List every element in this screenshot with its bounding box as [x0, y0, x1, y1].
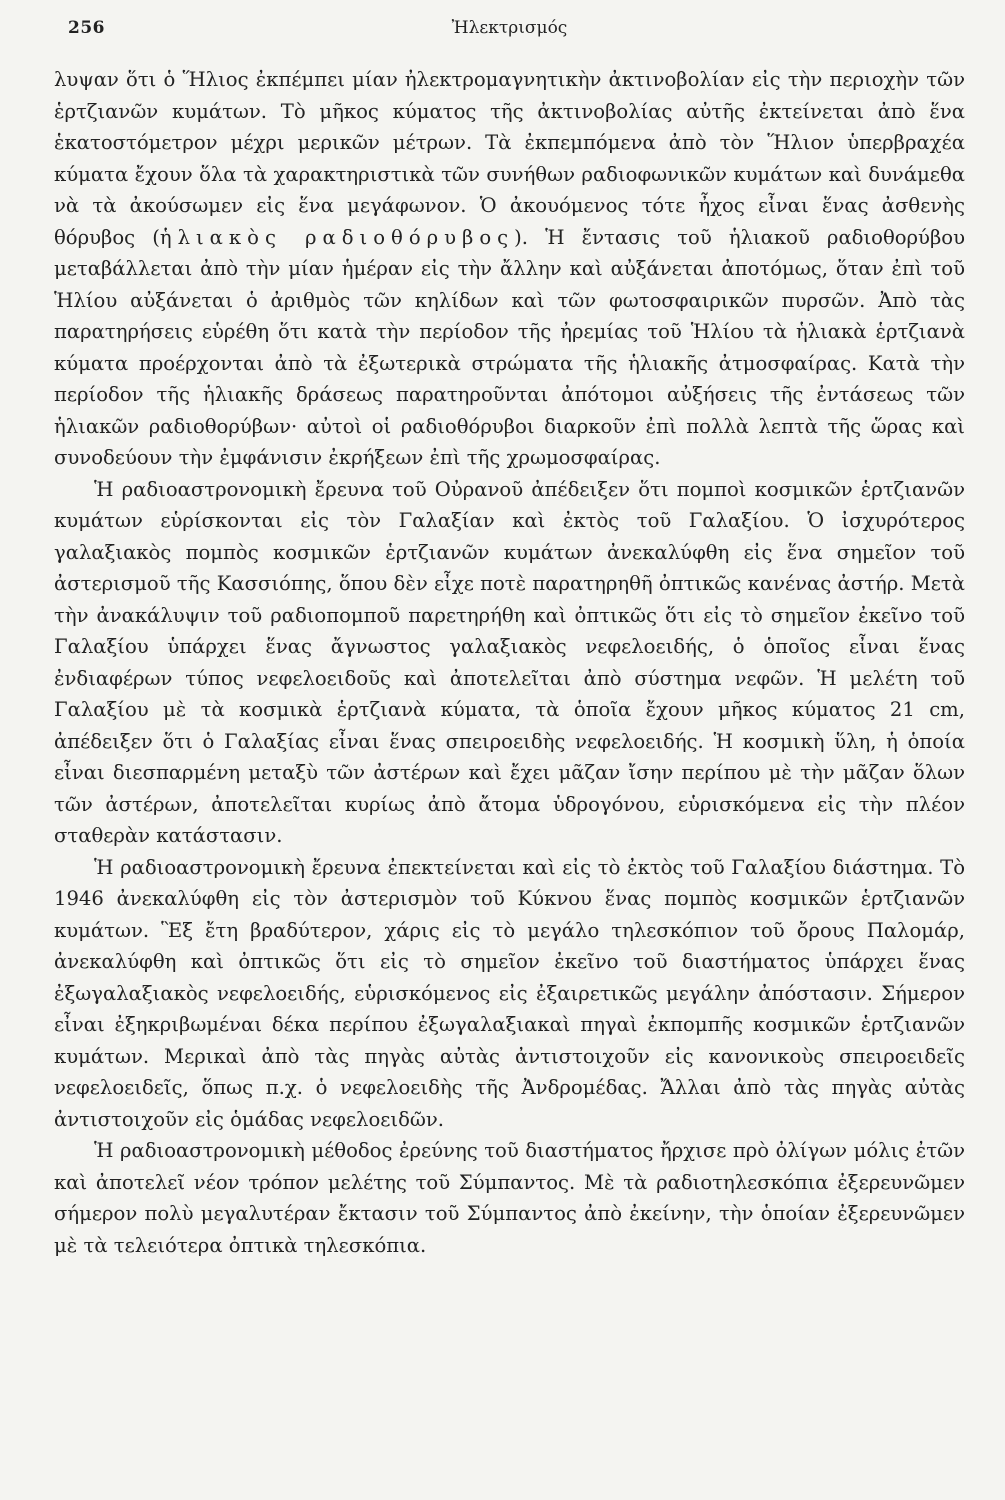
page-number: 256 — [68, 18, 105, 38]
paragraph-solar-radio-noise — [54, 64, 965, 474]
page-header — [54, 14, 965, 54]
paragraph-extragalactic-sources — [54, 852, 965, 1136]
text-segment: Ἡ ραδιοαστρονομικὴ ἔρευνα τοῦ Οὐρανοῦ ἀπέδειξεν ὅτι πομποὶ κοσμικῶν ἑρτζιανῶν κυμάτων εὑρίσκονται εἰς τὸν Γαλαξίαν καὶ ἐκτὸς τοῦ Γαλαξίου. Ὁ ἰσχυρότερος γαλαξιακὸς πομπὸς κοσμικῶν ἑρτζιανῶν κυμάτων ἀνεκαλύφθη εἰς ἕνα σημεῖον τοῦ ἀστερισμοῦ τῆς Κασσιόπης, ὅπου δὲν εἶχε ποτὲ παρατηρηθῆ ὀπτικῶς κανένας ἀστήρ. Μετὰ τὴν ἀνακάλυψιν τοῦ ραδιοπομποῦ παρετηρήθη καὶ ὀπτικῶς ὅτι εἰς τὸ σημεῖον ἐκεῖνο τοῦ Γαλαξίου ὑπάρχει ἕνας ἄγνωστος γαλαξιακὸς νεφελοειδής, ὁ ὁποῖος εἶναι ἕνας ἐνδιαφέρων τύπος νεφελοειδοῦς καὶ ἀποτελεῖται ἀπὸ σύστημα νεφῶν. Ἡ μελέτη τοῦ Γαλαξίου μὲ τὰ κοσμικὰ ἑρτζιανὰ κύματα, τὰ ὁποῖα ἔχουν μῆκος κύματος 21 cm, ἀπέδειξεν ὅτι ὁ Γαλαξίας εἶναι ἕνας σπειροειδὴς νεφελοειδής. Ἡ κοσμικὴ ὕλη, ἡ ὁποία εἶναι διεσπαρμένη μεταξὺ τῶν ἀστέρων καὶ ἔχει μᾶζαν ἴσην περίπου μὲ τὴν μᾶζαν ὅλων τῶν ἀστέρων, ἀποτελεῖται κυρίως ἀπὸ ἄτομα ὑδρογόνου, εὑρισκόμενα εἰς τὴν πλέον σταθερὰν κατάστασιν. — [54, 477, 965, 847]
text-segment: ). Ἡ ἔντασις τοῦ ἡλιακοῦ ραδιοθορύβου μεταβάλλεται ἀπὸ τὴν μίαν ἡμέραν εἰς τὴν ἄλλην καὶ αὐξάνεται ἀποτόμως, ὅταν ἐπὶ τοῦ Ἡλίου αὐξάνεται ὁ ἀριθμὸς τῶν κηλίδων καὶ τῶν φωτοσφαιρικῶν πυρσῶν. Ἀπὸ τὰς παρατηρήσεις εὑρέθη ὅτι κατὰ τὴν περίοδον τῆς ἠρεμίας τοῦ Ἡλίου τὰ ἡλιακὰ ἑρτζιανὰ κύματα προέρχονται ἀπὸ τὰ ἐξωτερικὰ στρώματα τῆς ἡλιακῆς ἀτμοσφαίρας. Κατὰ τὴν περίοδον τῆς ἡλιακῆς δράσεως παρατηροῦνται ἀπότομοι αὐξήσεις τῆς ἐντάσεως τῶν ἡλιακῶν ραδιοθορύβων· αὐτοὶ οἱ ραδιοθόρυβοι διαρκοῦν ἐπὶ πολλὰ λεπτὰ τῆς ὥρας καὶ συνοδεύουν τὴν ἐμφάνισιν ἐκρήξεων ἐπὶ τῆς χρωμοσφαίρας. — [54, 225, 966, 469]
body-text — [54, 64, 965, 1261]
text-segment: Ἡ ραδιοαστρονομικὴ μέθοδος ἐρεύνης τοῦ διαστήματος ἤρχισε πρὸ ὀλίγων μόλις ἐτῶν καὶ ἀποτελεῖ νέον τρόπον μελέτης τοῦ Σύμπαντος. Μὲ τὰ ραδιοτηλεσκόπια ἐξερευνῶμεν σήμερον πολὺ μεγαλυτέραν ἔκτασιν τοῦ Σύμπαντος ἀπὸ ἐκείνην, τὴν ὁποίαν ἐξερευνῶμεν μὲ τὰ τελειότερα ὀπτικὰ τηλεσκόπια. — [54, 1139, 965, 1257]
text-segment: Ἡ ραδιοαστρονομικὴ ἔρευνα ἐπεκτείνεται καὶ εἰς τὸ ἐκτὸς τοῦ Γαλαξίου διάστημα. Τὸ 1946 ἀνεκαλύφθη εἰς τὸν ἀστερισμὸν τοῦ Κύκνου ἕνας πομπὸς κοσμικῶν ἑρτζιανῶν κυμάτων. Ἓξ ἔτη βραδύτερον, χάρις εἰς τὸ μεγάλο τηλεσκόπιον τοῦ ὄρους Παλομάρ, ἀνεκαλύφθη καὶ ὀπτικῶς ὅτι εἰς τὸ σημεῖον ἐκεῖνο τοῦ διαστήματος ὑπάρχει ἕνας ἐξωγαλαξιακὸς νεφελοειδής, εὑρισκόμενος εἰς ἐξαιρετικῶς μεγάλην ἀπόστασιν. Σήμερον εἶναι ἐξηκριβωμέναι δέκα περίπου ἐξωγαλαξιακαὶ πηγαὶ ἐκπομπῆς κοσμικῶν ἑρτζιανῶν κυμάτων. Μερικαὶ ἀπὸ τὰς πηγὰς αὐτὰς ἀντιστοιχοῦν εἰς κανονικοὺς σπειροειδεῖς νεφελοειδεῖς, ὅπως π.χ. ὁ νεφελοειδὴς τῆς Ἀνδρομέδας. Ἄλλαι ἀπὸ τὰς πηγὰς αὐτὰς ἀντιστοιχοῦν εἰς ὁμάδας νεφελοειδῶν. — [54, 855, 965, 1131]
paragraph-galactic-sources — [54, 474, 965, 852]
text-segment: λυψαν ὅτι ὁ Ἥλιος ἐκπέμπει μίαν ἠλεκτρομαγνητικὴν ἀκτινοβολίαν εἰς τὴν περιοχὴν τῶν ἑρτζιανῶν κυμάτων. Τὸ μῆκος κύματος τῆς ἀκτινοβολίας αὐτῆς ἐκτείνεται ἀπὸ ἕνα ἑκατοστόμετρον μέχρι μερικῶν μέτρων. Τὰ ἐκπεμπόμενα ἀπὸ τὸν Ἥλιον ὑπερβραχέα κύματα ἔχουν ὅλα τὰ χαρακτηριστικὰ τῶν συνήθων ραδιοφωνικῶν κυμάτων καὶ δυνάμεθα νὰ τὰ ἀκούσωμεν εἰς ἕνα μεγάφωνον. Ὁ ἀκουόμενος τότε ἦχος εἶναι ἕνας ἀσθενὴς θόρυβος ( — [54, 68, 965, 249]
spaced-term-solar-radio-noise: ἡλιακὸς ραδιοθόρυβος — [159, 225, 515, 249]
paragraph-radio-astronomy-method — [54, 1135, 965, 1261]
running-title: Ἠλεκτρισμός — [451, 18, 568, 38]
